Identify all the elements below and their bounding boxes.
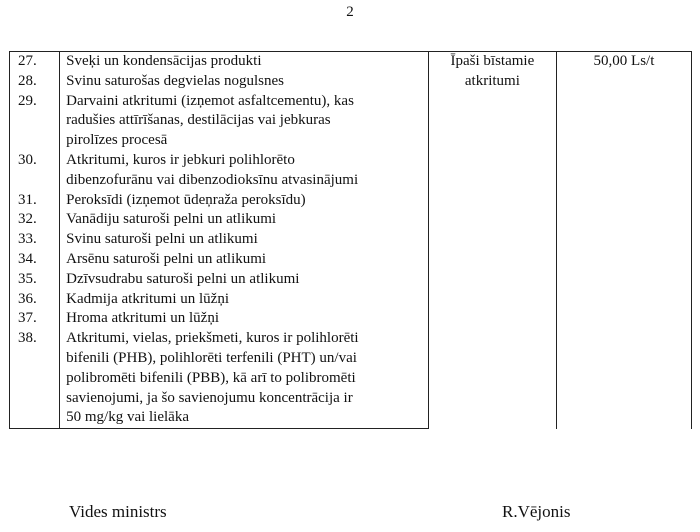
item-number: 36. <box>10 290 60 310</box>
item-description <box>60 151 429 191</box>
description-line: 50 mg/kg vai lielāka <box>66 409 189 426</box>
item-description <box>60 92 429 151</box>
item-number: 29. <box>10 92 60 151</box>
description-line: polibromēti bifenili (PBB), kā arī to polibromēti <box>66 369 356 386</box>
item-description <box>60 290 429 310</box>
item-number: 28. <box>10 72 60 92</box>
description-line: radušies attīrīšanas, destilācijas vai jebkuras <box>66 112 331 129</box>
description-line: savienojumi, ja šo savienojumu koncentrācija ir <box>66 389 353 406</box>
hazardous-waste-table <box>9 51 692 429</box>
item-number: 33. <box>10 230 60 250</box>
tax-rate: 50,00 Ls/t <box>556 52 691 429</box>
item-number: 32. <box>10 210 60 230</box>
waste-category: Īpaši bīstamie atkritumi <box>428 52 556 429</box>
item-description <box>60 230 429 250</box>
description-line: pirolīzes procesā <box>66 132 168 149</box>
description-line: Svinu saturoši pelni un atlikumi <box>66 231 258 248</box>
description-line: Atkritumi, kuros ir jebkuri polihlorēto <box>66 151 295 168</box>
page-number: 2 <box>346 4 354 20</box>
signature-title: Vides ministrs <box>69 502 167 521</box>
description-line: Hroma atkritumi un lūžņi <box>66 310 219 327</box>
item-description <box>60 72 429 92</box>
description-line: Vanādiju saturoši pelni un atlikumi <box>66 211 277 228</box>
description-line: Atkritumi, vielas, priekšmeti, kuros ir polihlorēti <box>66 330 359 347</box>
item-number: 30. <box>10 151 60 191</box>
table-body <box>10 52 692 429</box>
item-number: 31. <box>10 191 60 211</box>
description-line: Darvaini atkritumi (izņemot asfaltcementu), kas <box>66 92 354 109</box>
item-number: 35. <box>10 270 60 290</box>
description-line: Svinu saturošas degvielas nogulsnes <box>66 72 285 89</box>
description-line: bifenili (PHB), polihlorēti terfenili (PHT) un/vai <box>66 349 357 366</box>
description-line: Kadmija atkritumi un lūžņi <box>66 290 229 307</box>
item-description <box>60 191 429 211</box>
item-number: 38. <box>10 329 60 428</box>
description-line: Sveķi un kondensācijas produkti <box>66 53 262 69</box>
description-line: Arsēnu saturoši pelni un atlikumi <box>66 250 267 267</box>
item-description <box>60 52 429 72</box>
description-line: Dzīvsudrabu saturoši pelni un atlikumi <box>66 270 300 287</box>
item-description <box>60 210 429 230</box>
description-line: dibenzofurānu vai dibenzodioksīnu atvasinājumi <box>66 171 359 188</box>
signature-name: R.Vējonis <box>502 502 571 521</box>
item-description <box>60 309 429 329</box>
item-description <box>60 329 429 428</box>
item-number: 27. <box>10 52 60 72</box>
item-description <box>60 270 429 290</box>
item-number: 34. <box>10 250 60 270</box>
table-row <box>10 52 692 72</box>
description-line: Peroksīdi (izņemot ūdeņraža peroksīdu) <box>66 191 306 208</box>
item-number: 37. <box>10 309 60 329</box>
item-description <box>60 250 429 270</box>
